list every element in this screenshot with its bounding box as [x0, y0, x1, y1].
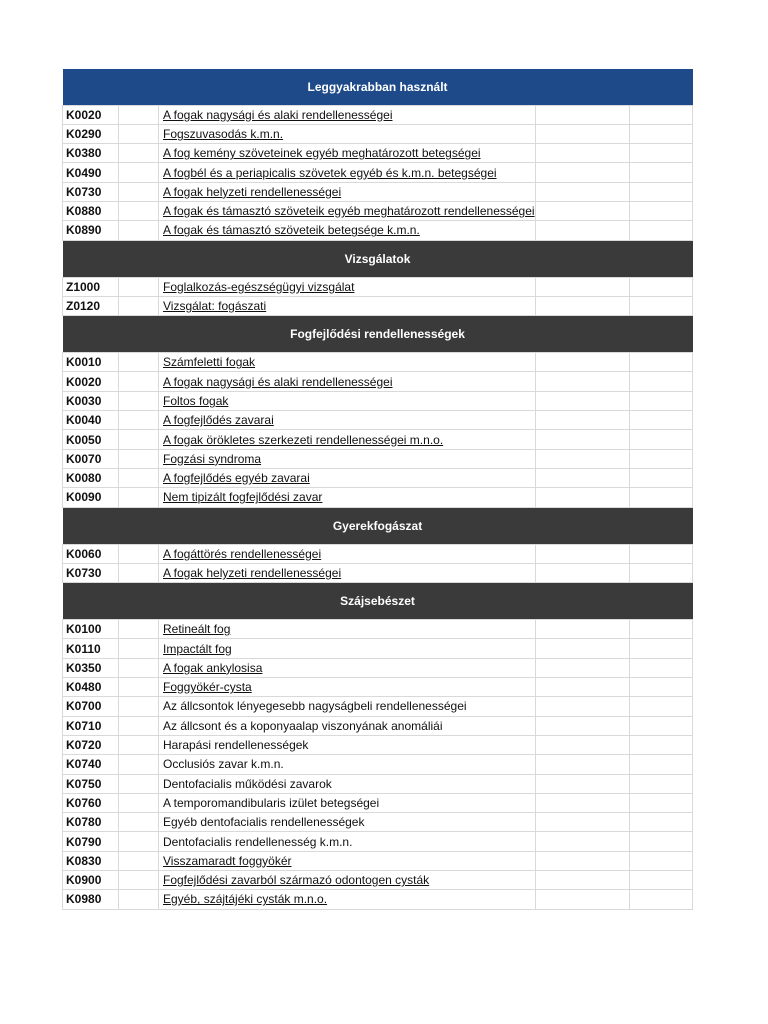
description-cell: Harapási rendellenességek: [159, 735, 536, 754]
table-row: [63, 201, 693, 220]
table-row: [63, 468, 693, 487]
empty-cell: [536, 716, 630, 735]
section-header: [63, 240, 693, 277]
table-row: [63, 124, 693, 143]
table-row: [63, 163, 693, 182]
empty-cell: [119, 620, 159, 639]
description-link[interactable]: Impactált fog: [159, 639, 536, 658]
empty-cell: [630, 871, 693, 890]
empty-cell: [630, 658, 693, 677]
code-cell: K0060: [63, 544, 119, 563]
empty-cell: [119, 544, 159, 563]
empty-cell: [536, 411, 630, 430]
code-cell: K0090: [63, 488, 119, 507]
table-row: [63, 563, 693, 582]
empty-cell: [630, 201, 693, 220]
description-link[interactable]: Fogfejlődési zavarból származó odontogen cysták: [159, 871, 536, 890]
table-row: [63, 620, 693, 639]
empty-cell: [536, 697, 630, 716]
empty-cell: [536, 201, 630, 220]
empty-cell: [536, 890, 630, 909]
table-row: [63, 488, 693, 507]
description-link[interactable]: A fogak örökletes szerkezeti rendellenességei m.n.o.: [159, 430, 536, 449]
description-link[interactable]: Retineált fog: [159, 620, 536, 639]
empty-cell: [536, 449, 630, 468]
table-row: [63, 296, 693, 315]
description-link[interactable]: A fogak és támasztó szöveteik betegsége k.m.n.: [159, 221, 536, 240]
code-cell: K0480: [63, 678, 119, 697]
empty-cell: [119, 697, 159, 716]
code-cell: K0980: [63, 890, 119, 909]
description-link[interactable]: A fogbél és a periapicalis szövetek egyéb és k.m.n. betegségei: [159, 163, 536, 182]
empty-cell: [119, 411, 159, 430]
empty-cell: [119, 449, 159, 468]
empty-cell: [536, 105, 630, 124]
empty-cell: [536, 488, 630, 507]
table-row: [63, 890, 693, 909]
code-cell: K0880: [63, 201, 119, 220]
empty-cell: [536, 793, 630, 812]
table-row: [63, 449, 693, 468]
empty-cell: [630, 277, 693, 296]
description-link[interactable]: Nem tipizált fogfejlődési zavar: [159, 488, 536, 507]
code-cell: K0070: [63, 449, 119, 468]
empty-cell: [536, 871, 630, 890]
table-row: [63, 182, 693, 201]
empty-cell: [119, 851, 159, 870]
empty-cell: [630, 221, 693, 240]
empty-cell: [119, 353, 159, 372]
table-row: [63, 391, 693, 410]
code-cell: K0730: [63, 563, 119, 582]
table-row: [63, 144, 693, 163]
empty-cell: [119, 813, 159, 832]
description-link[interactable]: Egyéb, szájtájéki cysták m.n.o.: [159, 890, 536, 909]
table-row: [63, 544, 693, 563]
description-link[interactable]: A fogáttörés rendellenességei: [159, 544, 536, 563]
code-cell: K0790: [63, 832, 119, 851]
empty-cell: [630, 296, 693, 315]
description-cell: Dentofacialis működési zavarok: [159, 774, 536, 793]
code-cell: K0760: [63, 793, 119, 812]
section-title: Szájsebészet: [63, 583, 693, 620]
empty-cell: [119, 563, 159, 582]
empty-cell: [119, 144, 159, 163]
code-cell: K0900: [63, 871, 119, 890]
empty-cell: [119, 221, 159, 240]
empty-cell: [119, 124, 159, 143]
code-cell: K0700: [63, 697, 119, 716]
empty-cell: [119, 372, 159, 391]
table-row: [63, 277, 693, 296]
empty-cell: [119, 391, 159, 410]
empty-cell: [630, 430, 693, 449]
empty-cell: [536, 544, 630, 563]
empty-cell: [536, 851, 630, 870]
code-cell: K0010: [63, 353, 119, 372]
code-cell: K0030: [63, 391, 119, 410]
code-cell: Z1000: [63, 277, 119, 296]
empty-cell: [630, 716, 693, 735]
table-row: [63, 871, 693, 890]
code-cell: K0730: [63, 182, 119, 201]
empty-cell: [630, 851, 693, 870]
description-link[interactable]: A fogak nagysági és alaki rendellenességei: [159, 372, 536, 391]
table-row: [63, 832, 693, 851]
empty-cell: [630, 563, 693, 582]
empty-cell: [536, 774, 630, 793]
empty-cell: [536, 755, 630, 774]
empty-cell: [630, 449, 693, 468]
empty-cell: [630, 105, 693, 124]
empty-cell: [630, 832, 693, 851]
empty-cell: [630, 620, 693, 639]
table-row: [63, 774, 693, 793]
code-cell: K0350: [63, 658, 119, 677]
empty-cell: [536, 563, 630, 582]
description-link[interactable]: Számfeletti fogak: [159, 353, 536, 372]
code-cell: K0490: [63, 163, 119, 182]
table-row: [63, 697, 693, 716]
empty-cell: [536, 639, 630, 658]
description-link[interactable]: A fog kemény szöveteinek egyéb meghatározott betegségei: [159, 144, 536, 163]
description-link[interactable]: Fogszuvasodás k.m.n.: [159, 124, 536, 143]
empty-cell: [119, 468, 159, 487]
empty-cell: [536, 813, 630, 832]
description-link[interactable]: A fogfejlődés egyéb zavarai: [159, 468, 536, 487]
table-row: [63, 411, 693, 430]
table-row: [63, 793, 693, 812]
description-cell: Az állcsont és a koponyaalap viszonyának anomáliái: [159, 716, 536, 735]
empty-cell: [119, 890, 159, 909]
section-title: Gyerekfogászat: [63, 507, 693, 544]
empty-cell: [630, 411, 693, 430]
code-cell: K0750: [63, 774, 119, 793]
section-header: [63, 507, 693, 544]
section-header: [63, 69, 693, 105]
table-row: [63, 353, 693, 372]
empty-cell: [119, 832, 159, 851]
table-row: [63, 105, 693, 124]
empty-cell: [630, 755, 693, 774]
description-cell: A temporomandibularis izület betegségei: [159, 793, 536, 812]
empty-cell: [119, 639, 159, 658]
empty-cell: [536, 658, 630, 677]
description-link[interactable]: Fogzási syndroma: [159, 449, 536, 468]
section-title: Leggyakrabban használt: [63, 69, 693, 105]
empty-cell: [630, 774, 693, 793]
empty-cell: [119, 871, 159, 890]
code-cell: K0710: [63, 716, 119, 735]
table-row: [63, 658, 693, 677]
code-cell: K0890: [63, 221, 119, 240]
empty-cell: [536, 163, 630, 182]
empty-cell: [119, 430, 159, 449]
description-link[interactable]: A fogfejlődés zavarai: [159, 411, 536, 430]
empty-cell: [630, 890, 693, 909]
empty-cell: [630, 182, 693, 201]
empty-cell: [630, 163, 693, 182]
table-row: [63, 430, 693, 449]
code-cell: K0080: [63, 468, 119, 487]
icd-code-table: [62, 69, 693, 910]
code-cell: K0110: [63, 639, 119, 658]
empty-cell: [119, 793, 159, 812]
empty-cell: [119, 105, 159, 124]
section-title: Fogfejlődési rendellenességek: [63, 316, 693, 353]
empty-cell: [119, 296, 159, 315]
empty-cell: [630, 678, 693, 697]
table-row: [63, 851, 693, 870]
description-link[interactable]: A fogak és támasztó szöveteik egyéb meghatározott rendellenességei: [159, 201, 536, 220]
code-cell: K0020: [63, 372, 119, 391]
code-cell: K0100: [63, 620, 119, 639]
empty-cell: [119, 277, 159, 296]
section-header: [63, 583, 693, 620]
empty-cell: [536, 430, 630, 449]
empty-cell: [536, 468, 630, 487]
empty-cell: [630, 813, 693, 832]
empty-cell: [630, 488, 693, 507]
description-link[interactable]: Foglalkozás-egészségügyi vizsgálat: [159, 277, 536, 296]
empty-cell: [630, 735, 693, 754]
empty-cell: [536, 296, 630, 315]
code-cell: Z0120: [63, 296, 119, 315]
section-title: Vizsgálatok: [63, 240, 693, 277]
empty-cell: [119, 716, 159, 735]
empty-cell: [536, 620, 630, 639]
empty-cell: [536, 144, 630, 163]
description-link[interactable]: A fogak helyzeti rendellenességei: [159, 563, 536, 582]
empty-cell: [119, 658, 159, 677]
description-link[interactable]: A fogak ankylosisa: [159, 658, 536, 677]
table-row: [63, 716, 693, 735]
empty-cell: [536, 678, 630, 697]
code-cell: K0290: [63, 124, 119, 143]
table-row: [63, 813, 693, 832]
empty-cell: [119, 201, 159, 220]
code-cell: K0720: [63, 735, 119, 754]
table-row: [63, 639, 693, 658]
empty-cell: [536, 277, 630, 296]
empty-cell: [630, 544, 693, 563]
section-header: [63, 316, 693, 353]
empty-cell: [119, 182, 159, 201]
description-cell: Occlusiós zavar k.m.n.: [159, 755, 536, 774]
table-row: [63, 221, 693, 240]
code-cell: K0830: [63, 851, 119, 870]
table-row: [63, 678, 693, 697]
empty-cell: [119, 678, 159, 697]
empty-cell: [630, 639, 693, 658]
empty-cell: [119, 774, 159, 793]
description-cell: Az állcsontok lényegesebb nagyságbeli rendellenességei: [159, 697, 536, 716]
empty-cell: [536, 391, 630, 410]
description-link[interactable]: Foltos fogak: [159, 391, 536, 410]
empty-cell: [536, 124, 630, 143]
code-cell: K0050: [63, 430, 119, 449]
empty-cell: [536, 372, 630, 391]
empty-cell: [536, 353, 630, 372]
description-link[interactable]: Visszamaradt foggyökér: [159, 851, 536, 870]
description-cell: Dentofacialis rendellenesség k.m.n.: [159, 832, 536, 851]
description-cell: Egyéb dentofacialis rendellenességek: [159, 813, 536, 832]
empty-cell: [119, 755, 159, 774]
empty-cell: [630, 391, 693, 410]
description-link[interactable]: Foggyökér-cysta: [159, 678, 536, 697]
empty-cell: [119, 163, 159, 182]
table-row: [63, 755, 693, 774]
empty-cell: [119, 735, 159, 754]
code-cell: K0740: [63, 755, 119, 774]
code-cell: K0780: [63, 813, 119, 832]
description-link[interactable]: A fogak helyzeti rendellenességei: [159, 182, 536, 201]
empty-cell: [630, 353, 693, 372]
empty-cell: [536, 182, 630, 201]
empty-cell: [536, 735, 630, 754]
empty-cell: [630, 124, 693, 143]
empty-cell: [630, 793, 693, 812]
empty-cell: [536, 832, 630, 851]
empty-cell: [630, 468, 693, 487]
code-cell: K0040: [63, 411, 119, 430]
code-cell: K0380: [63, 144, 119, 163]
empty-cell: [536, 221, 630, 240]
table-row: [63, 372, 693, 391]
empty-cell: [630, 144, 693, 163]
empty-cell: [630, 372, 693, 391]
code-cell: K0020: [63, 105, 119, 124]
table-row: [63, 735, 693, 754]
description-link[interactable]: Vizsgálat: fogászati: [159, 296, 536, 315]
description-link[interactable]: A fogak nagysági és alaki rendellenességei: [159, 105, 536, 124]
empty-cell: [119, 488, 159, 507]
empty-cell: [630, 697, 693, 716]
